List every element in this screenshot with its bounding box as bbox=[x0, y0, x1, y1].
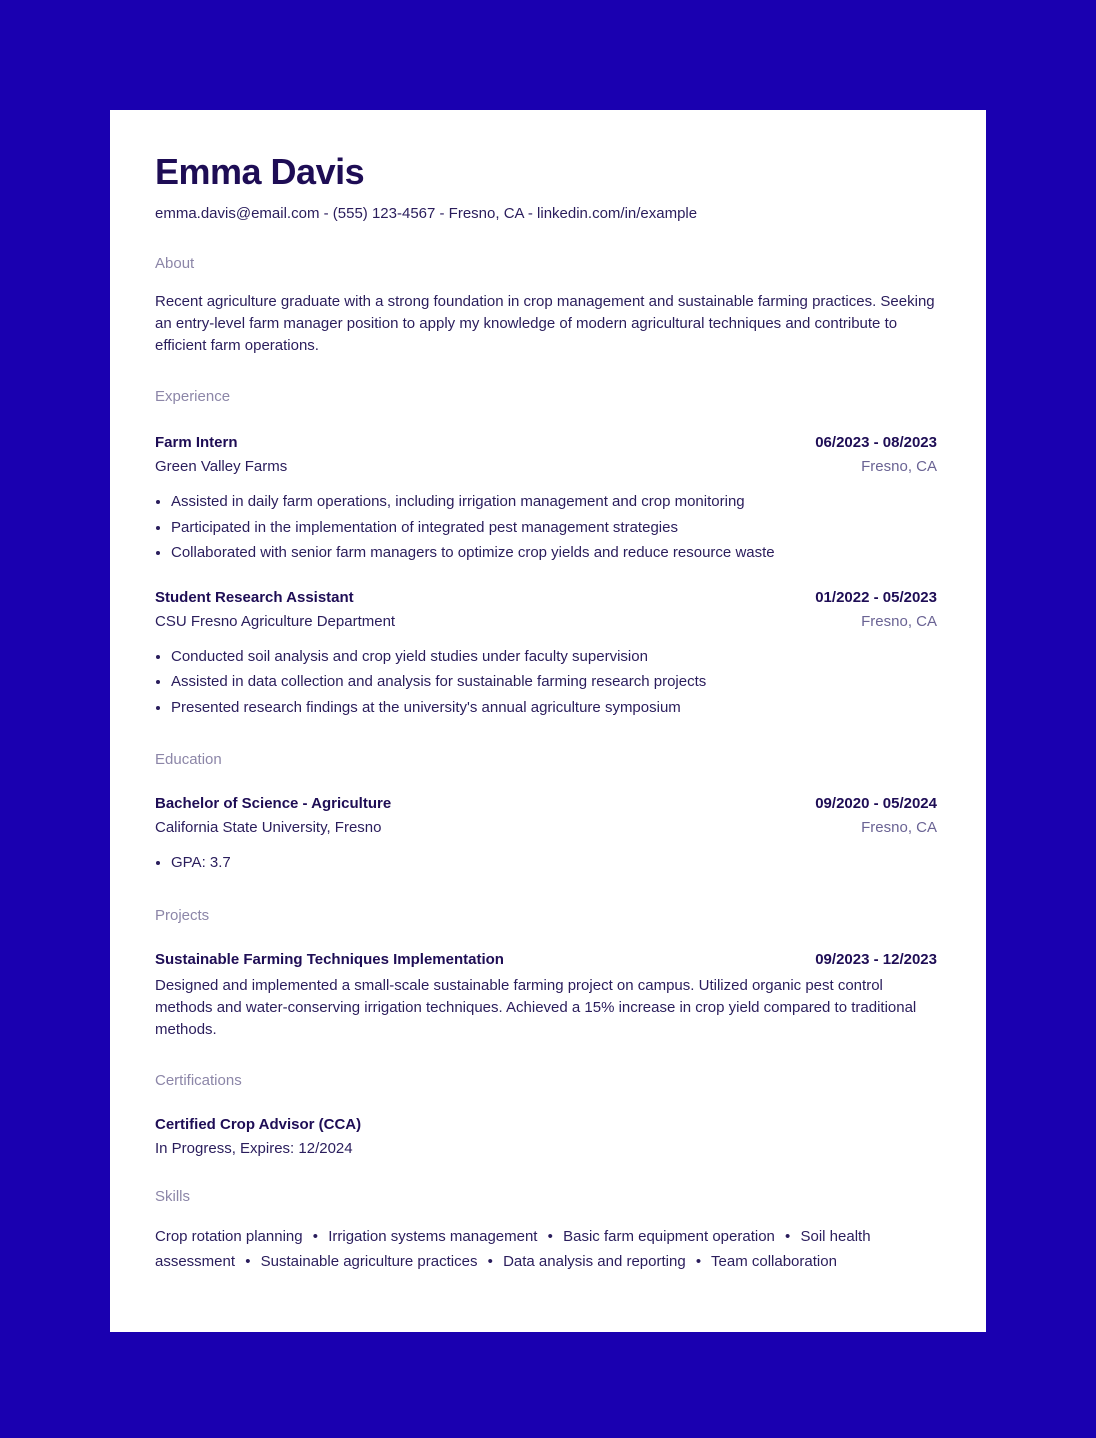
skills-list bbox=[155, 1224, 937, 1275]
project-name: Sustainable Farming Techniques Implementation bbox=[155, 950, 504, 968]
education-location: Fresno, CA bbox=[861, 819, 937, 836]
skill-item: Team collaboration bbox=[711, 1253, 837, 1270]
education-bullets bbox=[155, 850, 937, 876]
section-title-experience: Experience bbox=[155, 388, 231, 405]
experience-role: Student Research Assistant bbox=[155, 588, 354, 606]
experience-org: CSU Fresno Agriculture Department bbox=[155, 612, 396, 630]
certification-entry bbox=[155, 1113, 937, 1161]
experience-location: Fresno, CA bbox=[861, 458, 937, 475]
experience-entry bbox=[155, 586, 937, 721]
experience-org: Green Valley Farms bbox=[155, 458, 288, 475]
certification-name: Certified Crop Advisor (CCA) bbox=[155, 1115, 362, 1133]
experience-dates: 01/2022 - 05/2023 bbox=[815, 588, 937, 606]
skill-separator: • bbox=[785, 1227, 791, 1245]
about-text: Recent agriculture graduate with a strong foundation in crop management and sustainable farming practices. Seeking an entry-level farm manager position to apply my knowledge of modern agricultural techniques and contribute to efficient farm operations. bbox=[155, 293, 935, 354]
certification-status: In Progress, Expires: 12/2024 bbox=[155, 1139, 353, 1157]
bullet-item: • Assisted in data collection and analysis for sustainable farming research projects bbox=[171, 669, 937, 695]
experience-dates: 06/2023 - 08/2023 bbox=[815, 434, 937, 451]
skill-item: Irrigation systems management bbox=[328, 1227, 538, 1245]
skill-item: Data analysis and reporting bbox=[503, 1253, 686, 1270]
bullet-item: • Conducted soil analysis and crop yield studies under faculty supervision bbox=[171, 644, 937, 670]
experience-location: Fresno, CA bbox=[861, 612, 937, 630]
section-title-about: About bbox=[155, 255, 195, 272]
skill-separator: • bbox=[695, 1253, 702, 1270]
bullet-item: • Participated in the implementation of integrated pest management strategies bbox=[171, 515, 937, 541]
section-title-education: Education bbox=[155, 751, 222, 768]
project-dates: 09/2023 - 12/2023 bbox=[815, 950, 937, 968]
skill-separator: • bbox=[547, 1227, 553, 1245]
education-dates: 09/2020 - 05/2024 bbox=[815, 795, 937, 812]
skill-separator: • bbox=[245, 1253, 251, 1270]
bullet-item: • Collaborated with senior farm managers to optimize crop yields and reduce resource waste bbox=[171, 540, 937, 566]
skill-separator: • bbox=[312, 1227, 319, 1245]
contact-line: emma.davis@email.com - (555) 123-4567 - Fresno, CA - linkedin.com/in/example bbox=[155, 205, 698, 222]
bullet-item: • Assisted in daily farm operations, including irrigation management and crop monitoring bbox=[171, 489, 937, 515]
skill-item: Soil health assessment bbox=[155, 1227, 871, 1270]
skill-item: Crop rotation planning bbox=[155, 1227, 303, 1245]
education-degree: Bachelor of Science - Agriculture bbox=[155, 795, 392, 812]
section-title-certifications: Certifications bbox=[155, 1071, 242, 1089]
section-title-skills: Skills bbox=[155, 1187, 191, 1205]
project-description: Designed and implemented a small-scale sustainable farming project on campus. Utilized organic pest control methods and water-conserving irrigation techniques. Achieved a 15% increase in crop yield compared to traditional methods. bbox=[155, 976, 917, 1038]
skill-item: Basic farm equipment operation bbox=[563, 1227, 775, 1245]
project-entry bbox=[155, 948, 937, 1041]
education-entry bbox=[155, 792, 937, 876]
skill-separator: • bbox=[487, 1253, 493, 1270]
section-title-projects: Projects bbox=[155, 906, 210, 924]
experience-bullets bbox=[155, 644, 937, 721]
bullet-item: • Presented research findings at the university's annual agriculture symposium bbox=[171, 695, 937, 721]
resume-page bbox=[110, 110, 986, 1332]
skill-item: Sustainable agriculture practices bbox=[260, 1253, 478, 1270]
experience-entry bbox=[155, 431, 937, 566]
experience-role: Farm Intern bbox=[155, 434, 238, 451]
experience-bullets bbox=[155, 489, 937, 566]
candidate-name: Emma Davis bbox=[155, 151, 365, 192]
bullet-item: • GPA: 3.7 bbox=[171, 850, 937, 876]
education-school: California State University, Fresno bbox=[155, 819, 382, 836]
